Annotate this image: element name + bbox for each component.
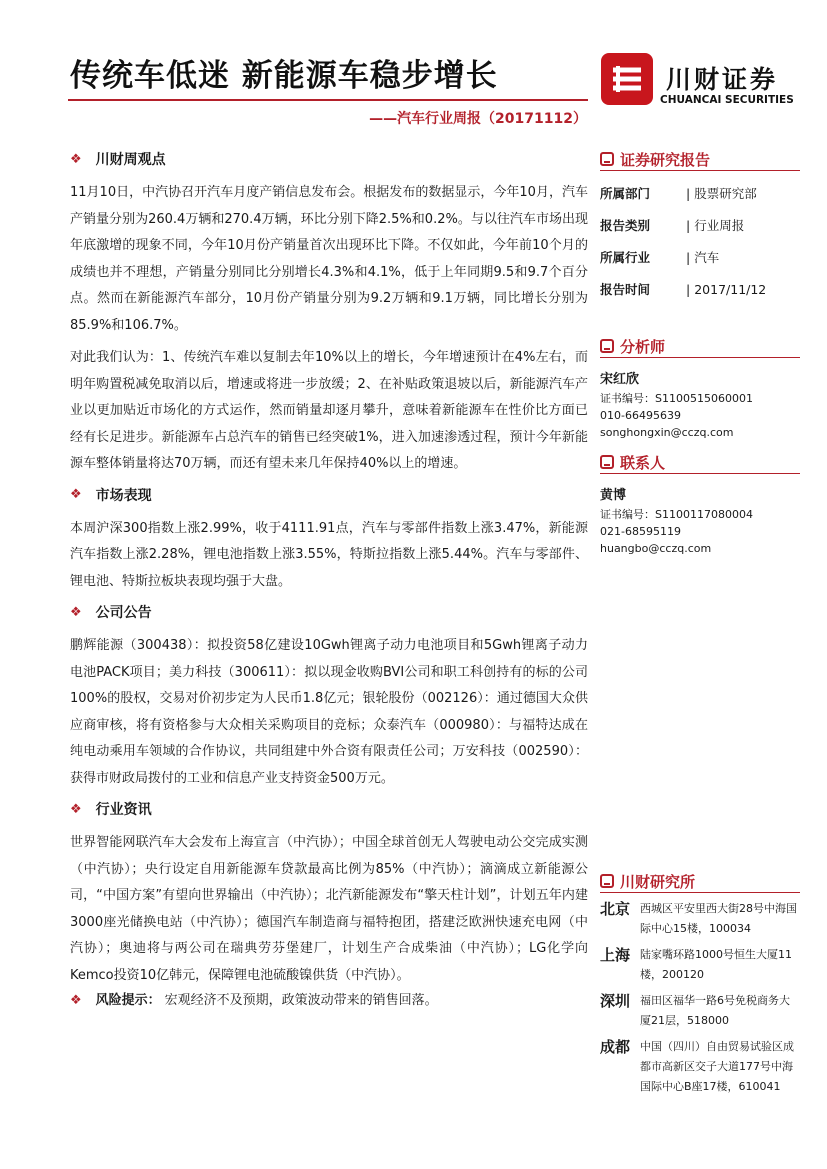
analyst-heading: 分析师 xyxy=(600,335,800,358)
office-chengdu: 成都 中国（四川）自由贸易试验区成都市高新区交子大道177号中海国际中心B座17楼，610041 xyxy=(600,1038,794,1093)
analyst-phone: 010-66495639 xyxy=(600,409,681,422)
title-divider xyxy=(68,99,588,101)
report-heading: 证券研究报告 xyxy=(600,148,800,171)
analyst-name: 宋红欣 xyxy=(600,372,640,387)
office-shanghai: 上海 陆家嘴环路1000号恒生大厦11楼，200120 xyxy=(600,946,792,981)
diamond-bullet-icon: ❖ xyxy=(70,993,82,1008)
report-subtitle: ——汽车行业周报（20171112） xyxy=(369,111,587,127)
office-heading: 川财研究所 xyxy=(600,870,800,893)
paragraph: 世界智能网联汽车大会发布上海宣言（中汽协）；中国全球首创无人驾驶电动公交完成实测（中汽协）；央行设定自用新能源车贷款最高比例为85%（中汽协）；滴滴成立新能源公司，“中国方案”有望向世界输出（中汽协）；北汽新能源发布“擎天柱计划”，计划五年内建3000座光储换电站（中汽协）；德国汽车制造商与福特抱团，搭建泛欧洲快速充电网（中汽协）；奥迪将与两公司在瑞典劳芬堡建厂，计划生产合成柴油（中汽协）；LG化学向Kemco投资10亿韩元，保障锂电池硫酸镍供货（中汽协）。 xyxy=(70,835,588,983)
main-content xyxy=(70,148,588,1013)
paragraph: 对此我们认为：1、传统汽车难以复制去年10%以上的增长，今年增速预计在4%左右，而明年购置税减免取消以后，增速或将进一步放缓；2、在补贴政策退坡以后，新能源汽车产业以更加贴近市场化的方式运作，然而销量却逐月攀升，意味着新能源车在性价比方面已经有长足进步。新能源车占总汽车的销售已经突破1%，进入加速渗透过程，预计今年新能源车整体销量将达70万辆，而还有望未来几年保持40%以上的增速。 xyxy=(70,350,588,471)
risk-warning: ❖ 风险提示： 宏观经济不及预期，政策波动带来的销售回落。 xyxy=(70,993,438,1008)
contact-name: 黄博 xyxy=(600,488,627,503)
info-row-dept: 所属部门 | 股票研究部 xyxy=(600,177,800,209)
analyst-icon xyxy=(600,339,614,353)
contact-phone: 021-68595119 xyxy=(600,525,681,538)
paragraph: 11月10日，中汽协召开汽车月度产销信息发布会。根据发布的数据显示，今年10月，汽车产销量分别为260.4万辆和270.4万辆，环比分别下降2.5%和0.2%。与以往汽车市场出现年底激增的现象不同，今年10月份产销量首次出现环比下降。不仅如此，今年前10个月的成绩也并不理想，产销量分别同比分别增长4.3%和4.1%，低于上年同期9.5和9.7个百分点。然而在新能源汽车部分，10月份产销量分别为9.2万辆和9.1万辆，同比增长分别为85.9%和106.7%。 xyxy=(70,185,588,333)
sidebar xyxy=(600,148,800,557)
analyst-card xyxy=(600,370,800,441)
analyst-email[interactable]: songhongxin@cczq.com xyxy=(600,426,734,439)
info-row-type: 报告类别 | 行业周报 xyxy=(600,209,800,241)
section-heading-market: ❖ 市场表现 xyxy=(70,487,152,504)
office-icon xyxy=(600,874,614,888)
analyst-cert: 证书编号：S1100515060001 xyxy=(600,392,753,405)
diamond-bullet-icon: ❖ xyxy=(70,151,82,167)
diamond-bullet-icon: ❖ xyxy=(70,604,82,620)
diamond-bullet-icon: ❖ xyxy=(70,801,82,817)
info-row-date: 报告时间 | 2017/11/12 xyxy=(600,273,800,305)
contact-heading: 联系人 xyxy=(600,451,800,474)
company-logo xyxy=(600,52,800,108)
info-row-industry: 所属行业 | 汽车 xyxy=(600,241,800,273)
diamond-bullet-icon: ❖ xyxy=(70,487,82,502)
paragraph: 鹏辉能源（300438）：拟投资58亿建设10Gwh锂离子动力电池项目和5Gwh锂离子动力电池PACK项目；美力科技（300611）：拟以现金收购BVI公司和职工科创持有的标的公司100%的股权，交易对价初步定为人民币1.8亿元；银轮股份（002126）：通过德国大众供应商审核，将有资格参与大众相关采购项目的竞标；众泰汽车（000980）：与福特达成在纯电动乘用车领域的合作协议，共同组建中外合资有限责任公司；万安科技（002590）：获得市财政局拨付的工业和信息产业支持资金500万元。 xyxy=(70,638,588,786)
office-list xyxy=(600,870,800,1097)
contact-card xyxy=(600,486,800,557)
contact-cert: 证书编号：S1100117080004 xyxy=(600,508,753,521)
section-heading-view: ❖ 川财周观点 xyxy=(70,151,166,168)
logo-text-en: CHUANCAI SECURITIES xyxy=(660,94,794,106)
report-title: 传统车低迷 新能源车稳步增长 xyxy=(70,58,498,94)
report-icon xyxy=(600,152,614,166)
contact-icon xyxy=(600,455,614,469)
office-beijing: 北京 西城区平安里西大街28号中海国际中心15楼，100034 xyxy=(600,900,797,935)
section-heading-announcements: ❖ 公司公告 xyxy=(70,604,152,621)
logo-text-cn: 川财证券 xyxy=(666,65,779,94)
logo-mark-icon xyxy=(600,52,654,106)
paragraph: 本周沪深300指数上涨2.99%，收于4111.91点，汽车与零部件指数上涨3.47%，新能源汽车指数上涨2.28%，锂电池指数上涨3.55%，特斯拉指数上涨5.44%。汽车与零部件、锂电池、特斯拉板块表现均强于大盘。 xyxy=(70,520,588,589)
office-shenzhen: 深圳 福田区福华一路6号免税商务大厦21层，518000 xyxy=(600,992,790,1027)
contact-email[interactable]: huangbo@cczq.com xyxy=(600,542,712,555)
section-heading-news: ❖ 行业资讯 xyxy=(70,801,152,818)
